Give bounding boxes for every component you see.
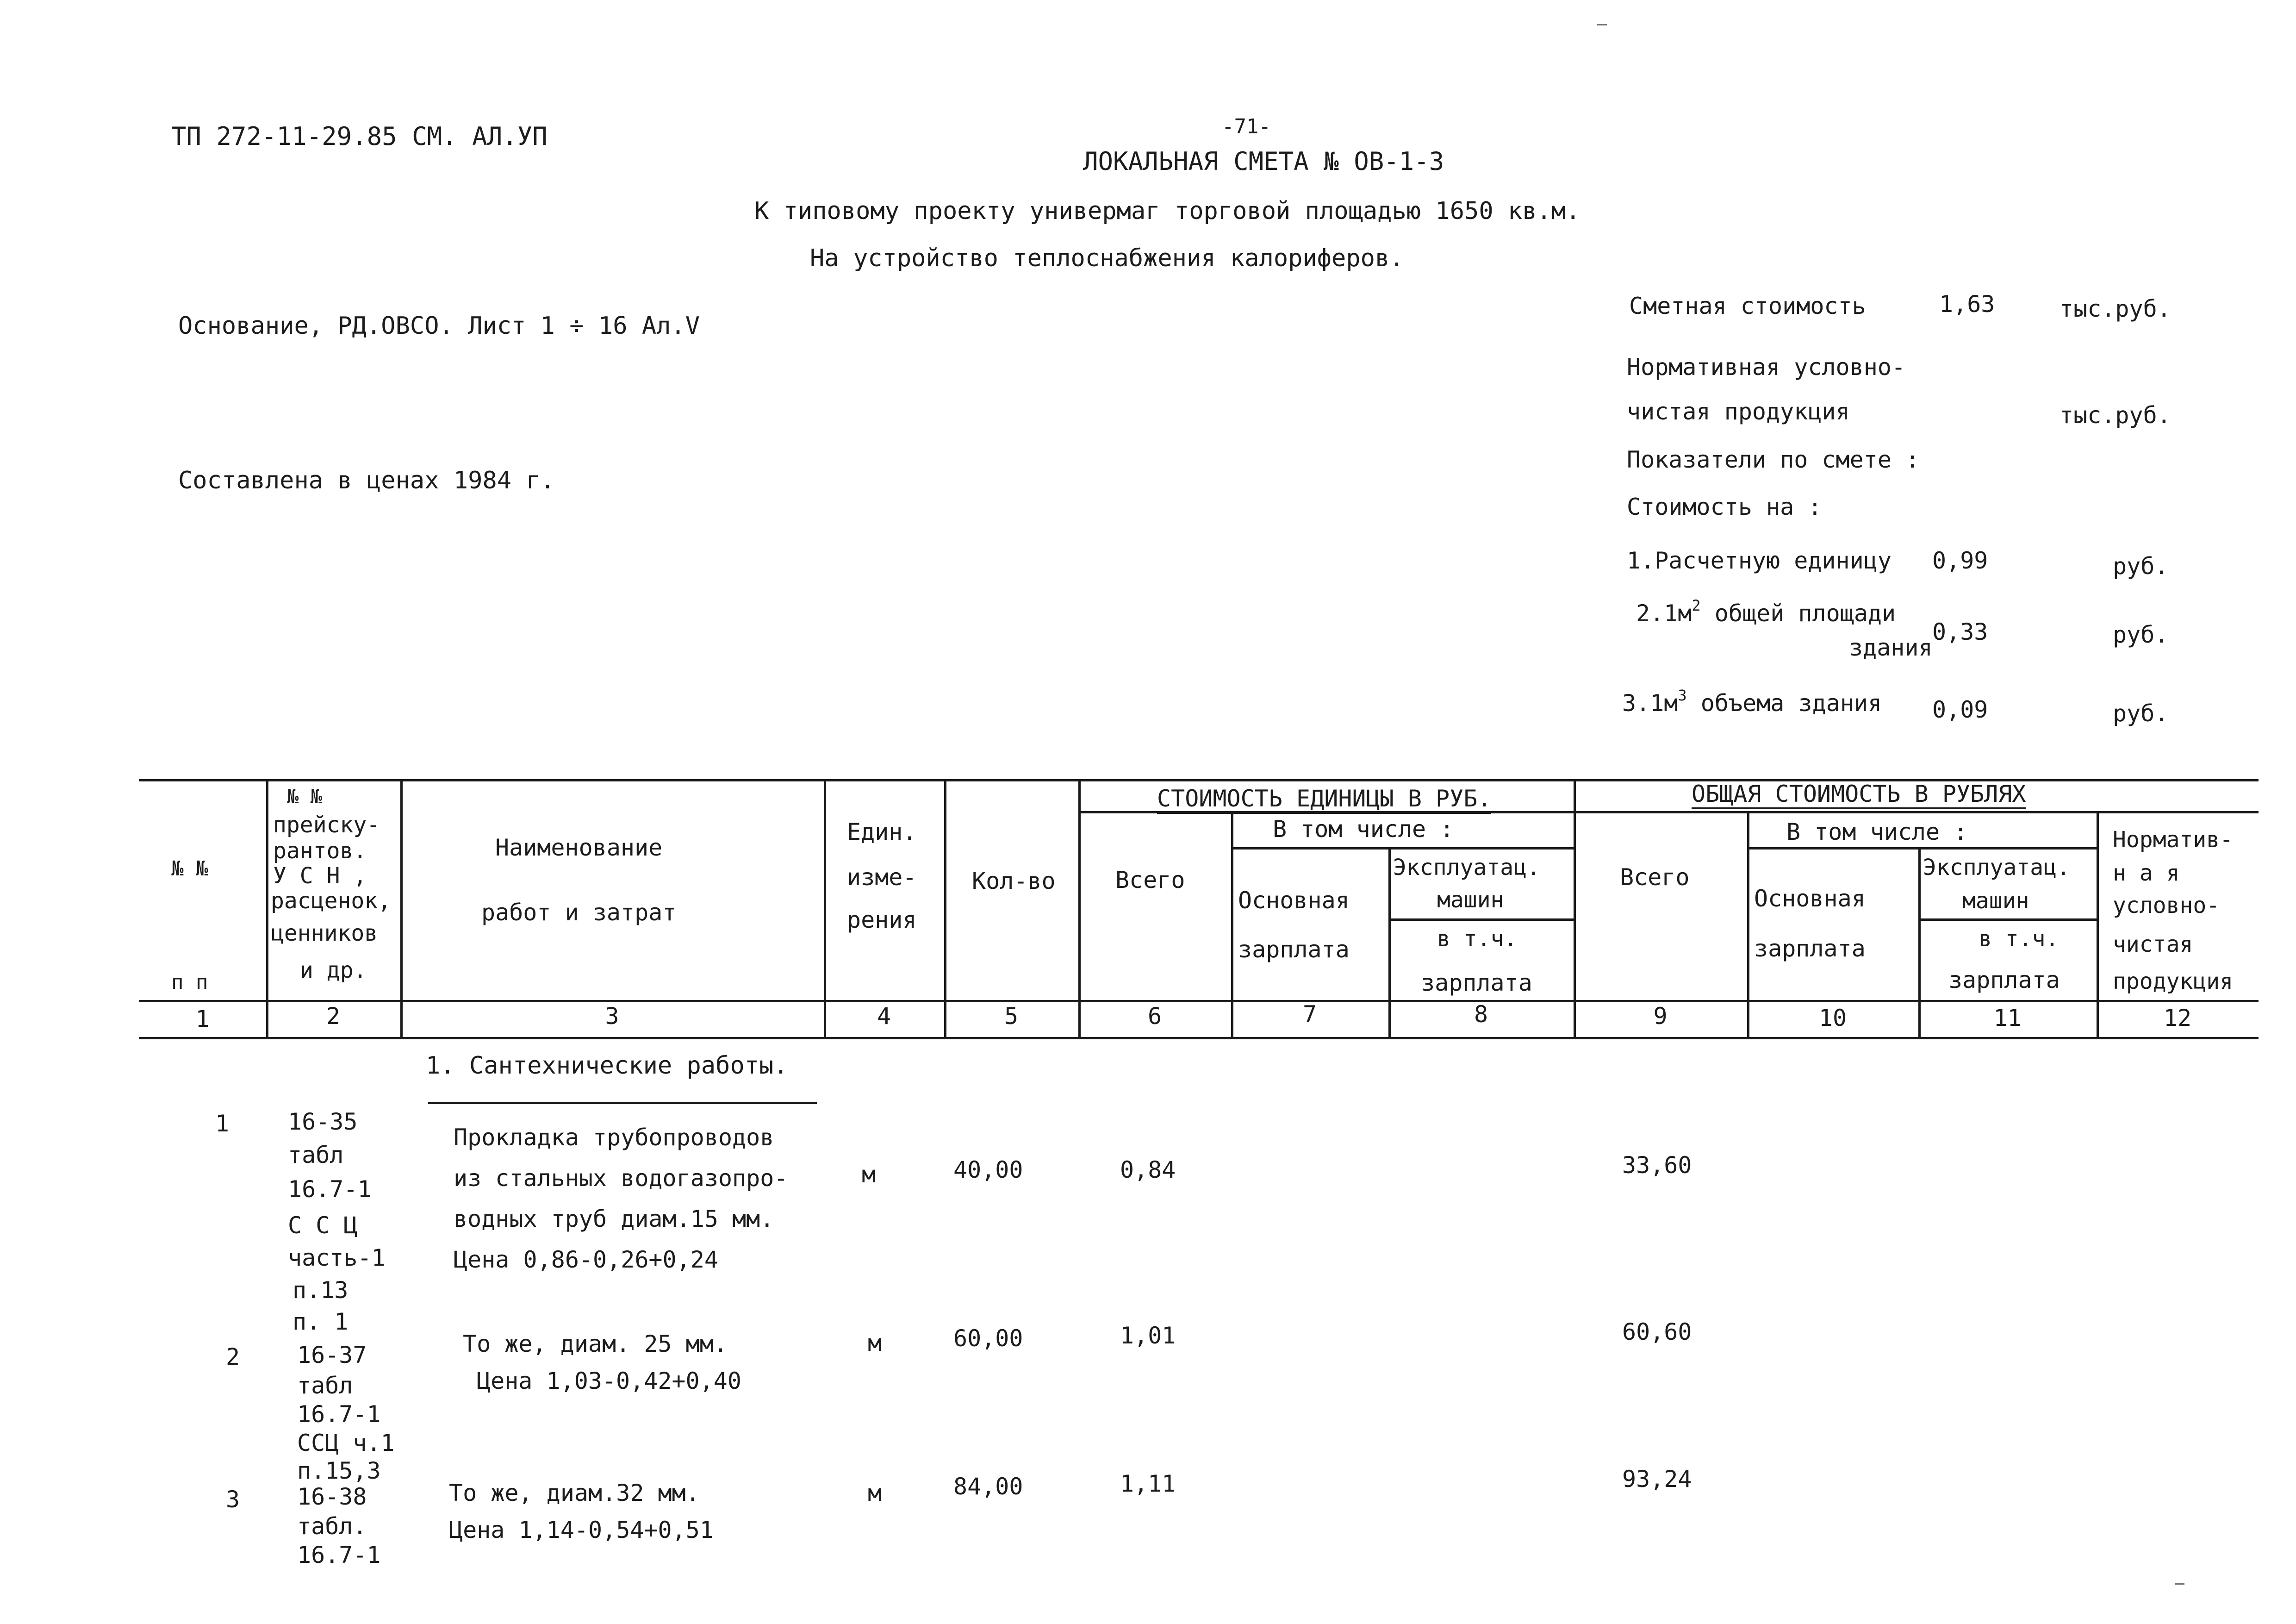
column-number: 2: [326, 1003, 341, 1030]
col-divider: [400, 779, 403, 1037]
basis-line: Основание, РД.ОВСО. Лист 1 ÷ 16 Ал.V: [178, 312, 700, 340]
column-number: 8: [1474, 1001, 1488, 1028]
machines-divider-total: [1918, 918, 2097, 921]
row-unit-total: 1,11: [1120, 1470, 1176, 1497]
norm-header: н а я: [2113, 860, 2180, 886]
column-number: 7: [1302, 1001, 1317, 1028]
total-incl-salary-header: зарплата: [1948, 967, 2060, 993]
unit-incl-salary-header: зарплата: [1421, 969, 1532, 996]
col2-header: У С Н ,: [273, 863, 367, 889]
column-number: 1: [195, 1006, 210, 1032]
subgroup-divider-unit: [1231, 847, 1574, 849]
row-name-line: То же, диам. 25 мм.: [463, 1330, 728, 1357]
col-divider: [1747, 811, 1749, 1037]
row-code-line: 16.7-1: [297, 1401, 381, 1428]
col2-header: расценок,: [271, 888, 392, 914]
subgroup-divider-total: [1747, 847, 2097, 849]
row-number: 2: [226, 1343, 240, 1370]
row-code-line: п.15,3: [297, 1457, 381, 1484]
col2-header: ценников: [271, 920, 378, 946]
indicator-3-unit: руб.: [2113, 700, 2169, 727]
indicator-3-value: 0,09: [1932, 696, 1988, 723]
estimate-cost-label: Сметная стоимость: [1629, 293, 1866, 319]
unit-cost-group-header: СТОИМОСТЬ ЕДИНИЦЫ В РУБ.: [1157, 787, 1491, 810]
col4-header: рения: [847, 906, 917, 933]
col1-header-top: № №: [171, 857, 208, 881]
indicator-1-label: 1.Расчетную единицу: [1627, 547, 1892, 574]
column-number: 12: [2163, 1005, 2192, 1031]
row-unit: м: [862, 1161, 876, 1188]
total-basic-header: Основная: [1754, 885, 1866, 912]
row-number: 3: [226, 1486, 240, 1513]
cost-per-label: Стоимость на :: [1627, 493, 1822, 520]
row-name-line: Прокладка трубопроводов: [454, 1124, 774, 1151]
section-underline: [428, 1102, 817, 1104]
col1-header-bottom: п п: [171, 970, 208, 994]
row-code-line: ССЦ ч.1: [297, 1430, 395, 1456]
col-divider: [1574, 779, 1576, 1037]
indicator-3-label: $3.1м^3$ объема здания: [1622, 687, 1882, 717]
row-code-line: часть-1: [288, 1244, 386, 1271]
row-quantity: 60,00: [953, 1325, 1023, 1352]
indicator-2-label: $2.1м^2$ общей площади: [1636, 597, 1896, 627]
row-number: 1: [215, 1110, 230, 1137]
scan-mark: [1597, 24, 1607, 25]
norm-unit: тыс.руб.: [2060, 402, 2171, 429]
document-title: ЛОКАЛЬНАЯ СМЕТА № ОВ-1-3: [1083, 147, 1444, 176]
col4-header: изме-: [847, 864, 917, 891]
document-reference: ТП 272-11-29.85 СМ. АЛ.УП: [171, 122, 548, 151]
column-number: 10: [1818, 1005, 1847, 1031]
subtitle-scope: На устройство теплоснабжения калориферов.: [810, 244, 1404, 272]
unit-incl-salary-header: в т.ч.: [1437, 926, 1518, 952]
row-unit-total: 1,01: [1120, 1322, 1176, 1349]
col3-header: работ и затрат: [481, 899, 677, 926]
indicator-1-value: 0,99: [1932, 547, 1988, 574]
row-name-line: То же, диам.32 мм.: [449, 1480, 700, 1506]
col3-header: Наименование: [495, 834, 663, 861]
norm-label-2: чистая продукция: [1627, 398, 1850, 425]
row-unit-total: 0,84: [1120, 1156, 1176, 1183]
col4-header: Един.: [847, 818, 917, 845]
estimate-cost-value: 1,63: [1939, 291, 1995, 318]
total-machines-header: машин: [1962, 888, 2029, 914]
unit-salary-header: зарплата: [1238, 936, 1350, 963]
col-divider: [266, 779, 268, 1037]
column-number: 11: [1993, 1005, 2022, 1031]
total-including-header: В том числе :: [1786, 818, 1968, 845]
row-total: 33,60: [1622, 1152, 1692, 1179]
norm-label-1: Нормативная условно-: [1627, 354, 1906, 381]
unit-basic-header: Основная: [1238, 887, 1350, 914]
col2-header: и др.: [300, 957, 367, 983]
row-code-line: 16.7-1: [297, 1542, 381, 1568]
total-cost-group-header: ОБЩАЯ СТОИМОСТЬ В РУБЛЯХ: [1692, 782, 2026, 806]
total-incl-salary-header: в т.ч.: [1979, 926, 2059, 952]
row-code-line: табл.: [297, 1513, 367, 1540]
section-title: 1. Сантехнические работы.: [426, 1052, 788, 1080]
row-code-line: табл: [288, 1142, 344, 1168]
row-total: 60,60: [1622, 1318, 1692, 1345]
column-number: 3: [605, 1003, 619, 1030]
col5-header: Кол-во: [972, 868, 1056, 894]
norm-header: продукция: [2113, 968, 2234, 994]
total-all-header: Всего: [1620, 864, 1690, 891]
row-code-line: 16-37: [297, 1342, 367, 1368]
norm-header: чистая: [2113, 931, 2193, 957]
unit-including-header: В том числе :: [1273, 816, 1454, 843]
prices-line: Составлена в ценах 1984 г.: [178, 467, 555, 494]
estimate-cost-unit: тыс.руб.: [2060, 295, 2171, 322]
column-number: 4: [877, 1003, 891, 1030]
col2-header: № №: [287, 785, 322, 808]
row-code-line: С С Ц: [288, 1212, 358, 1239]
unit-all-header: Всего: [1115, 867, 1185, 893]
col2-header: прейску-: [273, 812, 380, 838]
col-divider: [824, 779, 826, 1037]
row-code-line: 16-38: [297, 1483, 367, 1510]
row-total: 93,24: [1622, 1466, 1692, 1493]
column-number: 9: [1653, 1003, 1668, 1030]
scan-mark: [2175, 1583, 2184, 1585]
row-unit: м: [868, 1330, 882, 1356]
indicator-2-value: 0,33: [1932, 618, 1988, 645]
row-quantity: 40,00: [953, 1156, 1023, 1183]
row-name-line: водных труб диам.15 мм.: [454, 1206, 774, 1232]
total-salary-header: зарплата: [1754, 935, 1866, 962]
row-name-line: из стальных водогазопро-: [454, 1165, 788, 1192]
indicator-1-unit: руб.: [2113, 553, 2169, 580]
subtitle-project: К типовому проекту универмаг торговой площадью 1650 кв.м.: [754, 197, 1580, 225]
col-divider: [2097, 811, 2099, 1037]
col-divider: [1078, 779, 1081, 1037]
row-quantity: 84,00: [953, 1473, 1023, 1500]
indicators-label: Показатели по смете :: [1627, 446, 1920, 473]
col2-header: рантов.: [273, 838, 367, 864]
indicator-2-label-cont: здания: [1849, 634, 1933, 661]
unit-machines-header: машин: [1437, 887, 1504, 913]
col-divider: [944, 779, 946, 1037]
indicator-2-unit: руб.: [2113, 621, 2169, 648]
row-code-line: 16-35: [288, 1108, 358, 1135]
norm-header: условно-: [2113, 893, 2220, 918]
row-name-line: Цена 1,14-0,54+0,51: [449, 1517, 714, 1543]
column-number: 6: [1147, 1003, 1162, 1030]
page-number: -71-: [1222, 115, 1271, 138]
row-code-line: п. 1: [292, 1308, 348, 1335]
row-name-line: Цена 1,03-0,42+0,40: [477, 1368, 741, 1394]
column-number: 5: [1004, 1003, 1019, 1030]
row-code-line: табл: [297, 1372, 353, 1399]
header-bottom-border: [139, 1000, 2259, 1002]
row-unit: м: [868, 1480, 882, 1506]
row-code-line: п.13: [292, 1277, 348, 1304]
unit-machines-header: Эксплуатац.: [1393, 855, 1540, 881]
machines-divider-unit: [1388, 918, 1574, 921]
total-machines-header: Эксплуатац.: [1923, 855, 2070, 881]
norm-header: Норматив-: [2113, 827, 2234, 853]
row-code-line: 16.7-1: [288, 1176, 372, 1203]
numbers-row-border: [139, 1037, 2259, 1039]
row-name-line: Цена 0,86-0,26+0,24: [454, 1246, 718, 1273]
